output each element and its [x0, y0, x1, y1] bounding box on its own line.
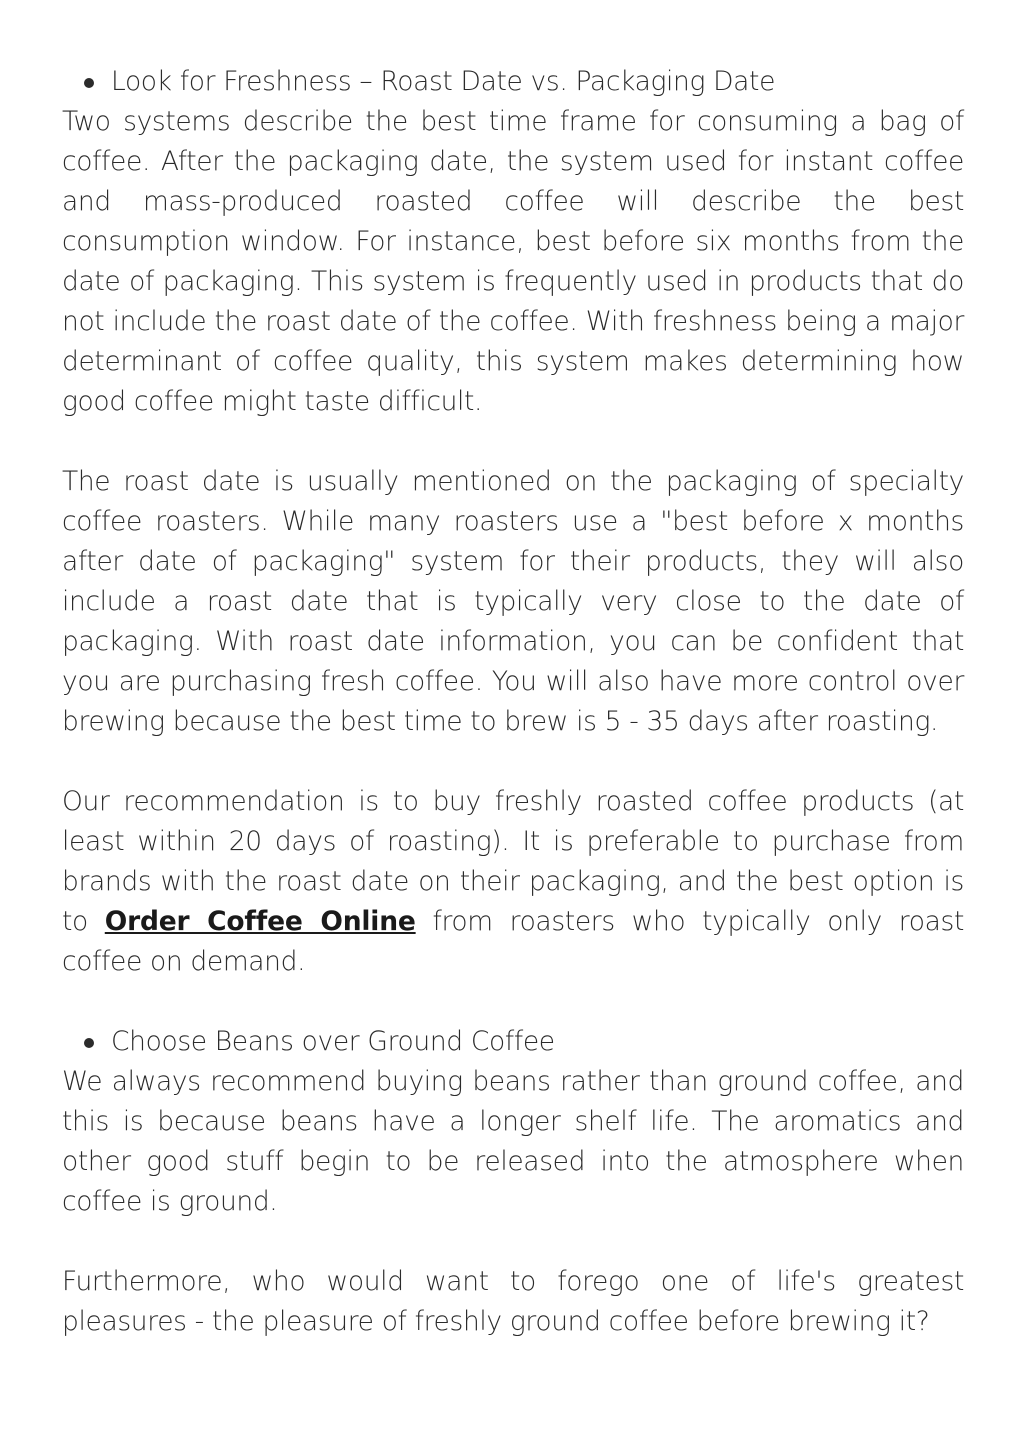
bullet-freshness [62, 62, 964, 102]
paragraph-packaging-date: Two systems describe the best time frame for consuming a bag of coffee. After the packaging date, the system used for instant coffee and mass-produced roasted coffee will describe the best consumption window. For instance, best before six months from the date of packaging. This system is frequently used in products that do not include the roast date of the coffee. With freshness being a major determinant of coffee quality, this system makes determining how good coffee might taste difficult. [62, 106, 964, 417]
paragraph-spacer [62, 742, 964, 782]
paragraph-spacer [62, 982, 964, 1022]
bullet-beans [62, 1022, 964, 1062]
bullet-dot-icon [84, 1038, 94, 1048]
paragraph-roast-date: The roast date is usually mentioned on the packaging of specialty coffee roasters. While many roasters use a "best before x months after date of packaging" system for their products, they will also include a roast date that is typically very close to the date of packaging. With roast date information, you can be confident that you are purchasing fresh coffee. You will also have more control over brewing because the best time to brew is 5 - 35 days after roasting. [62, 466, 964, 737]
paragraph-beans: We always recommend buying beans rather than ground coffee, and this is because beans have a longer shelf life. The aromatics and other good stuff begin to be released into the atmosphere when coffee is ground. [62, 1066, 964, 1217]
bullet-beans-text: Choose Beans over Ground Coffee [111, 1026, 555, 1057]
paragraph-spacer [62, 422, 964, 462]
bullet-freshness-text: Look for Freshness – Roast Date vs. Packaging Date [111, 66, 776, 97]
paragraph-furthermore: Furthermore, who would want to forego one of life's greatest pleasures - the pleasure of freshly ground coffee before brewing it? [62, 1266, 964, 1337]
recommendation-text-before: Our recommendation is to buy freshly roasted coffee products (at least within 20 days of roasting). It is preferable to purchase from brands with the roast date on their packaging, and the best option is to [62, 786, 964, 937]
paragraph-spacer [62, 1222, 964, 1262]
order-coffee-online-link[interactable]: Order Coffee Online [104, 906, 416, 937]
article-body [62, 62, 964, 1342]
paragraph-recommendation [62, 782, 964, 982]
bullet-dot-icon [84, 78, 94, 88]
recommendation-text-after: from roasters who typically only roast coffee on demand. [62, 906, 964, 977]
